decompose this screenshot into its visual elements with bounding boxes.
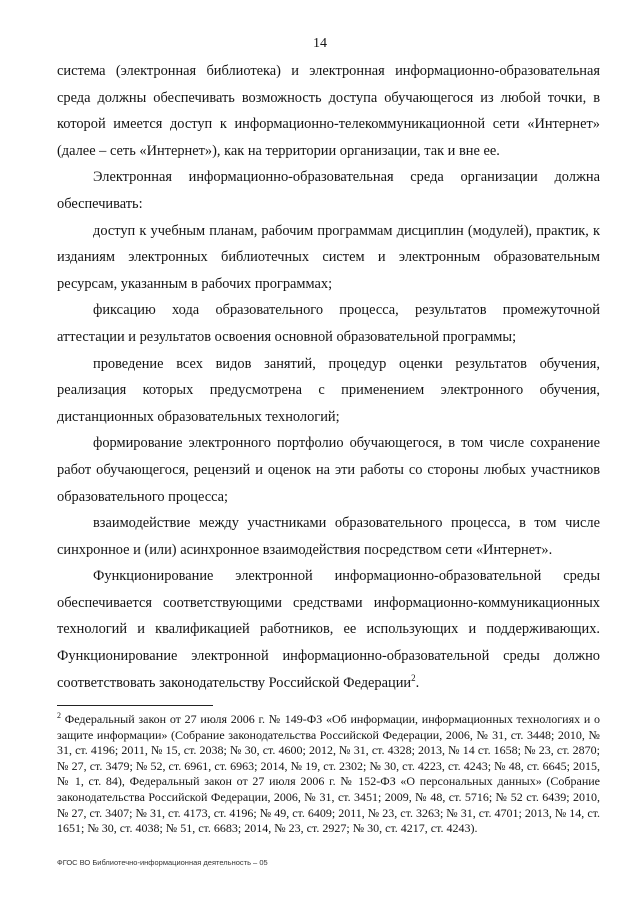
- list-item: доступ к учебным планам, рабочим программам дисциплин (модулей), практик, к изданиям электронных библиотечных систем и электронным образовательным ресурсам, указанным в рабочих программах;: [57, 222, 600, 292]
- page-number: 14: [313, 36, 327, 51]
- footnote: [57, 712, 600, 837]
- body-text: [57, 58, 600, 696]
- list-item: проведение всех видов занятий, процедур оценки результатов обучения, реализация которых предусмотрена с применением электронного обучения, дистанционных образовательных технологий;: [57, 355, 600, 425]
- list-item: фиксацию хода образовательного процесса, результатов промежуточной аттестации и результатов освоения основной образовательной программы;: [57, 302, 600, 345]
- paragraph: [57, 563, 600, 696]
- page-footer: ФГОС ВО Библиотечно-информационная деятельность – 05: [57, 858, 268, 867]
- list-item: формирование электронного портфолио обучающегося, в том числе сохранение работ обучающегося, рецензий и оценок на эти работы со стороны любых участников образовательного процесса;: [57, 435, 600, 505]
- paragraph-end: .: [415, 674, 420, 691]
- footnote-reference[interactable]: 2: [411, 672, 416, 683]
- paragraph: Электронная информационно-образовательная среда организации должна обеспечивать:: [57, 169, 600, 212]
- paragraph-text: Функционирование электронной информационно-образовательной среды обеспечивается соответствующими средствами информационно-коммуникационных технологий и квалификацией работников, ее использующих и поддерживающих. Функционирование электронной информационно-образовательной среды должно соответствовать законодательству Российской Федерации: [57, 568, 600, 691]
- footnote-divider: [57, 705, 213, 706]
- footnote-marker: 2: [57, 711, 61, 720]
- list-item: взаимодействие между участниками образовательного процесса, в том числе синхронное и (или) асинхронное взаимодействия посредством сети «Интернет».: [57, 515, 600, 558]
- paragraph: система (электронная библиотека) и электронная информационно-образовательная среда должны обеспечивать возможность доступа обучающегося из любой точки, в которой имеется доступ к информационно-телекоммуникационной сети «Интернет» (далее – сеть «Интернет»), как на территории организации, так и вне ее.: [57, 63, 600, 159]
- footnote-text: Федеральный закон от 27 июля 2006 г. № 149-ФЗ «Об информации, информационных технологиях и о защите информации» (Собрание законодательства Российской Федерации, 2006, № 31, ст. 3448; 2010, № 31, ст. 4196; 2011, № 15, ст. 2038; № 30, ст. 4600; 2012, № 31, ст. 4328; 2013, № 14 ст. 1658; № 23, ст. 2870; № 27, ст. 3479; № 52, ст. 6961, ст. 6963; 2014, № 19, ст. 2302; № 30, ст. 4223, ст. 4243; № 48, ст. 6645; 2015, № 1, ст. 84), Федеральный закон от 27 июля 2006 г. № 152-ФЗ «О персональных данных» (Собрание законодательства Российской Федерации, 2006, № 31, ст. 3451; 2009, № 48, ст. 5716; № 52 ст. 6439; 2010, № 27, ст. 3407; № 31, ст. 4173, ст. 4196; № 49, ст. 6409; 2011, № 23, ст. 3263; № 31, ст. 4701; 2013, № 14, ст. 1651; № 30, ст. 4038; № 51, ст. 6683; 2014, № 23, ст. 2927; № 30, ст. 4217, ст. 4243).: [57, 712, 600, 836]
